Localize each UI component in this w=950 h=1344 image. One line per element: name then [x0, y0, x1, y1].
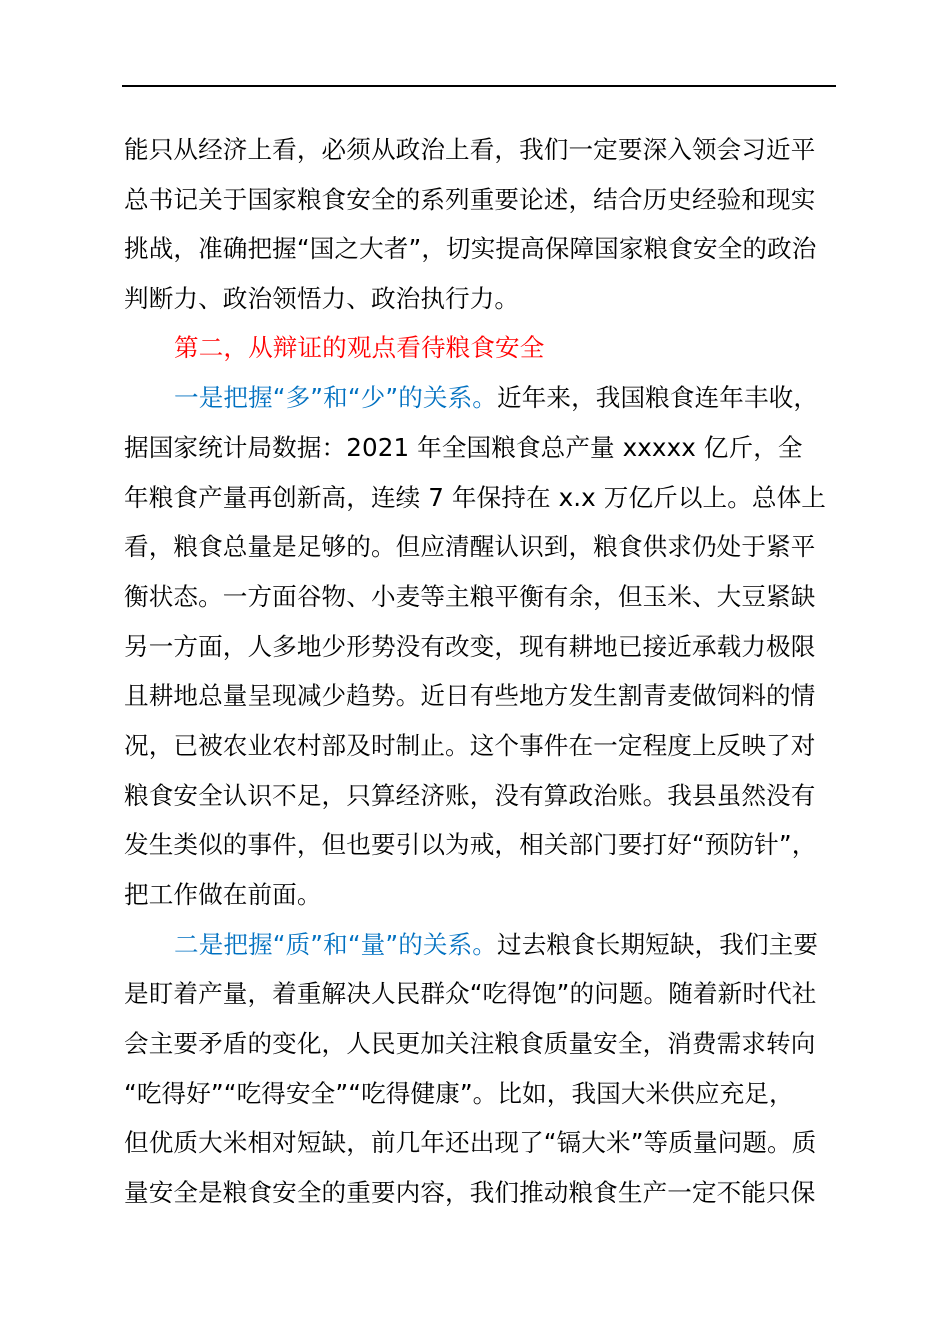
text-line: 年粮食产量再创新高，连续 7 年保持在 x.x 万亿斤以上。总体上 — [124, 483, 826, 512]
text-line: 看，粮食总量是足够的。但应清醒认识到，粮食供求仍处于紧平 — [124, 532, 816, 561]
text-line: 判断力、政治领悟力、政治执行力。 — [124, 284, 520, 313]
text-line: 挑战，准确把握“国之大者”，切实提高保障国家粮食安全的政治 — [124, 234, 817, 263]
text-line: 把工作做在前面。 — [124, 880, 322, 909]
text-line: 况，已被农业农村部及时制止。这个事件在一定程度上反映了对 — [124, 731, 816, 760]
text-line: 发生类似的事件，但也要引以为戒，相关部门要打好“预防针”， — [124, 830, 817, 859]
subheading-lead: 一是把握“多”和“少”的关系。 — [174, 383, 497, 412]
text-line: 能只从经济上看，必须从政治上看，我们一定要深入领会习近平 — [124, 135, 816, 164]
paragraph-first-line — [174, 927, 838, 963]
text-line: 粮食安全认识不足，只算经济账，没有算政治账。我县虽然没有 — [124, 781, 816, 810]
header-rule — [122, 85, 836, 87]
paragraph-first-line — [174, 380, 838, 416]
text-span: 过去粮食长期短缺，我们主要 — [497, 930, 819, 959]
text-line: 衡状态。一方面谷物、小麦等主粮平衡有余，但玉米、大豆紧缺 — [124, 582, 816, 611]
text-line: 是盯着产量，着重解决人民群众“吃得饱”的问题。随着新时代社 — [124, 979, 817, 1008]
text-span: 近年来，我国粮食连年丰收， — [497, 383, 819, 412]
text-line: 量安全是粮食安全的重要内容，我们推动粮食生产一定不能只保 — [124, 1178, 816, 1207]
subheading-lead: 二是把握“质”和“量”的关系。 — [174, 930, 497, 959]
text-line: 另一方面，人多地少形势没有改变，现有耕地已接近承载力极限 — [124, 632, 816, 661]
section-heading: 第二，从辩证的观点看待粮食安全 — [174, 333, 545, 362]
text-line: 会主要矛盾的变化，人民更加关注粮食质量安全，消费需求转向 — [124, 1029, 816, 1058]
text-line: 据国家统计局数据：2021 年全国粮食总产量 xxxxx 亿斤，全 — [124, 433, 803, 462]
text-line: “吃得好”“吃得安全”“吃得健康”。比如，我国大米供应充足， — [124, 1079, 794, 1108]
text-line: 总书记关于国家粮食安全的系列重要论述，结合历史经验和现实 — [124, 185, 816, 214]
text-line: 且耕地总量呈现减少趋势。近日有些地方发生割青麦做饲料的情 — [124, 681, 816, 710]
text-line: 但优质大米相对短缺，前几年还出现了“镉大米”等质量问题。质 — [124, 1128, 817, 1157]
